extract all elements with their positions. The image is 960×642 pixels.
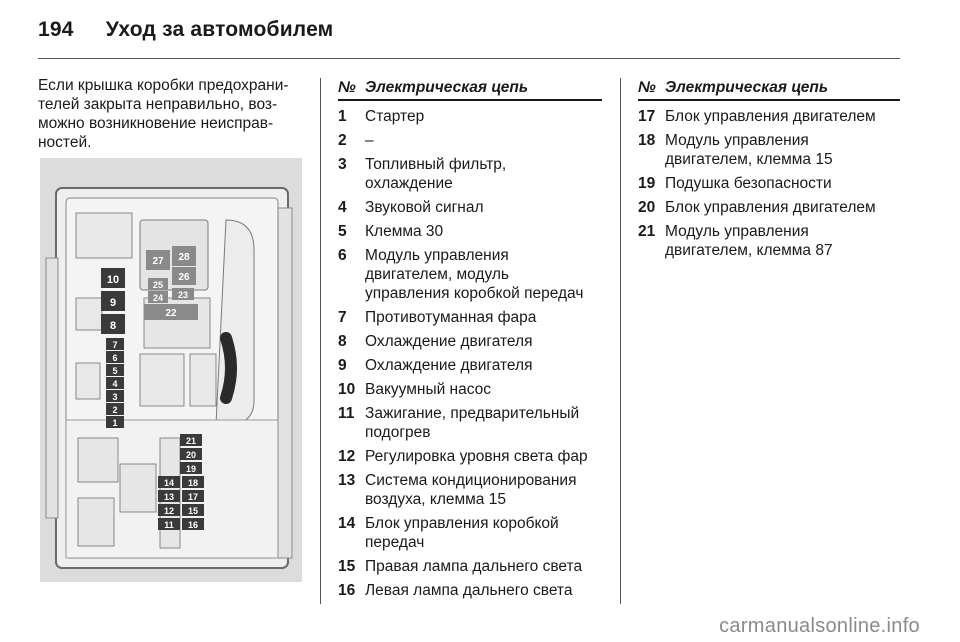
circuit-number: 14 [338,515,356,532]
circuit-name: – [365,132,374,149]
circuit-table-right [638,78,900,265]
header-rule [38,58,900,59]
table-row [338,514,602,552]
circuit-number: 2 [338,132,347,149]
table-row [638,174,900,193]
fuse-label: 18 [187,478,199,488]
fuse-label: 15 [187,506,199,516]
header-number: № [338,79,356,96]
circuit-number: 1 [338,108,347,125]
table-row [338,155,602,193]
header-circuit: Электрическая цепь [365,79,529,96]
circuit-name: Противотуманная фара [365,309,537,326]
intro-line: Если крышка коробки предохрани- [38,77,289,94]
circuit-number: 4 [338,199,347,216]
fuse-label: 28 [178,252,190,263]
circuit-number: 16 [338,582,356,599]
circuit-number: 8 [338,333,347,350]
circuit-number: 3 [338,156,347,173]
circuit-number: 10 [338,381,356,398]
circuit-name: Звуковой сигнал [365,199,484,216]
watermark: carmanualsonline.info [719,615,920,637]
circuit-number: 5 [338,223,347,240]
table-row [338,332,602,351]
page-number: 194 [38,18,74,41]
table-header [638,78,900,101]
circuit-name: Охлаждение двигателя [365,333,533,350]
fuse-label: 5 [112,366,118,376]
circuit-name: Модуль управления двигателем, клемма 15 [665,132,833,168]
table-row [638,131,900,169]
circuit-number: 17 [638,108,656,125]
circuit-number: 21 [638,223,656,240]
fuse-box-illustration [40,158,302,582]
circuit-name: Охлаждение двигателя [365,357,533,374]
circuit-number: 13 [338,472,356,489]
circuit-number: 9 [338,357,347,374]
circuit-name: Блок управления двигателем [665,108,876,125]
table-row [338,557,602,576]
fuse-label: 13 [163,492,175,502]
circuit-number: 20 [638,199,656,216]
circuit-name: Подушка безопасности [665,175,832,192]
page-title: Уход за автомобилем [105,18,334,41]
circuit-number: 15 [338,558,356,575]
circuit-name: Правая лампа дальнего света [365,558,583,575]
table-row [338,131,602,150]
fuse-label: 4 [112,379,118,389]
table-rows [338,107,602,600]
circuit-name: Вакуумный насос [365,381,492,398]
fuse-label: 8 [109,320,117,332]
fuse-label: 12 [163,506,175,516]
fuse-label: 6 [112,353,118,363]
circuit-number: 6 [338,247,347,264]
fuse-label: 22 [165,308,177,319]
circuit-name: Модуль управления двигателем, клемма 87 [665,223,833,259]
fuse-label: 1 [112,418,118,428]
circuit-name: Зажигание, предварительный подогрев [365,405,580,441]
fuse-label: 3 [112,392,118,402]
circuit-number: 19 [638,175,656,192]
fuse-label: 21 [185,436,197,446]
table-row [638,222,900,260]
fuse-label: 2 [112,405,118,415]
fuse-label: 26 [178,272,190,283]
fuse-label: 20 [185,450,197,460]
table-row [338,404,602,442]
table-row [338,246,602,303]
fuse-label: 17 [187,492,199,502]
circuit-name: Блок управления коробкой передач [365,515,559,551]
column-divider [620,78,621,604]
intro-text [38,76,308,152]
table-row [338,380,602,399]
intro-line: телей закрыта неправильно, воз- [38,96,278,113]
fuse-label: 9 [109,297,117,309]
circuit-name: Регулировка уровня света фар [365,448,588,465]
table-row [338,471,602,509]
table-row [338,308,602,327]
header-circuit: Электрическая цепь [665,79,829,96]
table-row [638,107,900,126]
circuit-number: 18 [638,132,656,149]
table-row [338,222,602,241]
circuit-name: Система кондиционирования воздуха, клемма 15 [365,472,577,508]
table-row [338,581,602,600]
circuit-name: Стартер [365,108,425,125]
table-header [338,78,602,101]
intro-line: можно возникновение неисправ- [38,115,274,132]
fuse-label: 19 [185,464,197,474]
table-row [338,198,602,217]
fuse-label: 25 [152,280,164,290]
fuse-label: 23 [177,290,189,300]
fuse-label: 24 [152,293,164,303]
table-row [338,356,602,375]
fuse-label: 16 [187,520,199,530]
table-row [338,447,602,466]
table-rows [638,107,900,260]
fuse-box-diagram [40,158,302,582]
circuit-table-left [338,78,602,605]
circuit-name: Топливный фильтр, охлаждение [365,156,507,192]
circuit-name: Блок управления двигателем [665,199,876,216]
circuit-number: 7 [338,309,347,326]
circuit-name: Клемма 30 [365,223,444,240]
page-header [38,18,333,42]
circuit-name: Модуль управления двигателем, модуль управления коробкой передач [365,247,584,302]
intro-line: ностей. [38,134,92,151]
fuse-label: 14 [163,478,175,488]
fuse-label: 7 [112,340,118,350]
header-number: № [638,79,656,96]
circuit-name: Левая лампа дальнего света [365,582,573,599]
column-divider [320,78,321,604]
table-row [338,107,602,126]
circuit-number: 11 [338,405,355,422]
circuit-number: 12 [338,448,356,465]
fuse-label: 27 [152,256,164,267]
table-row [638,198,900,217]
fuse-label: 11 [164,520,174,530]
fuse-label: 10 [106,274,120,286]
